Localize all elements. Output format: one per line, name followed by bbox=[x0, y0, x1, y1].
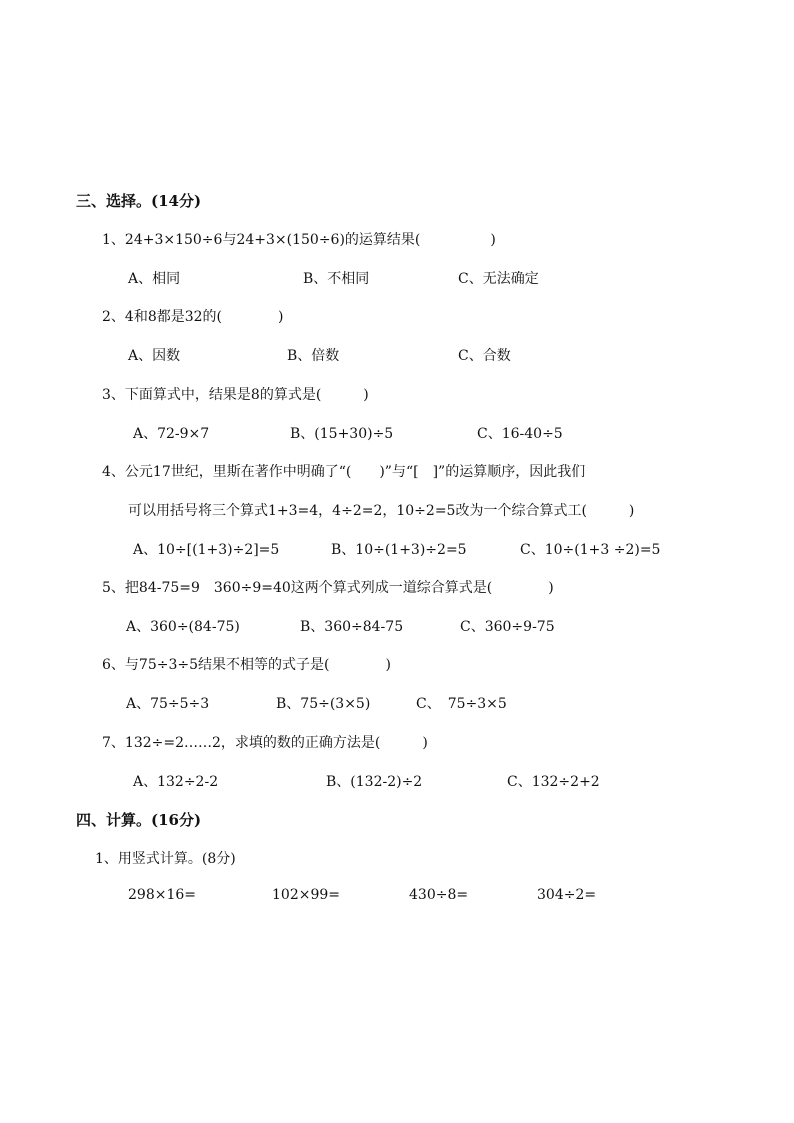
option-c: C、132÷2+2 bbox=[507, 774, 600, 790]
question-stem: 1、24+3×150÷6与24+3×(150÷6)的运算结果( ) bbox=[102, 232, 496, 248]
section-3-title: 三、选择。(14分) bbox=[76, 192, 202, 210]
option-a: A、72-9×7 bbox=[133, 426, 210, 442]
option-b: B、10÷(1+3)÷2=5 bbox=[331, 542, 467, 558]
option-a: A、75÷5÷3 bbox=[126, 696, 210, 712]
option-a: A、360÷(84-75) bbox=[126, 619, 240, 635]
option-c: C、 75÷3×5 bbox=[416, 696, 507, 712]
option-a: A、132÷2-2 bbox=[133, 774, 219, 790]
option-c: C、合数 bbox=[458, 348, 511, 364]
question-stem-continued: 可以用括号将三个算式1+3=4，4÷2=2，10÷2=5改为一个综合算式工( ) bbox=[128, 503, 635, 519]
section-4-subtitle: 1、用竖式计算。(8分) bbox=[95, 851, 236, 867]
option-b: B、75÷(3×5) bbox=[276, 696, 371, 712]
question-stem: 5、把84-75=9 360÷9=40这两个算式列成一道综合算式是( ) bbox=[102, 580, 554, 596]
question-stem: 2、4和8都是32的( ) bbox=[102, 309, 284, 325]
question-stem: 4、公元17世纪，里斯在著作中明确了“( )”与“[ ]”的运算顺序，因此我们 bbox=[102, 464, 586, 480]
option-c: C、360÷9-75 bbox=[460, 619, 555, 635]
option-a: A、相同 bbox=[128, 271, 181, 287]
calc-item-4: 304÷2= bbox=[537, 887, 597, 903]
question-stem: 6、与75÷3÷5结果不相等的式子是( ) bbox=[102, 657, 391, 673]
option-a: A、10÷[(1+3)÷2]=5 bbox=[133, 542, 280, 558]
question-stem: 3、下面算式中，结果是8的算式是( ) bbox=[102, 387, 369, 403]
section-4-title: 四、计算。(16分) bbox=[76, 811, 202, 829]
option-b: B、不相同 bbox=[303, 271, 370, 287]
option-c: C、无法确定 bbox=[458, 271, 539, 287]
calc-item-2: 102×99= bbox=[272, 887, 340, 903]
option-c: C、10÷(1+3 ÷2)=5 bbox=[520, 542, 661, 558]
calc-item-1: 298×16= bbox=[128, 887, 196, 903]
option-b: B、(132-2)÷2 bbox=[326, 774, 423, 790]
calc-item-3: 430÷8= bbox=[409, 887, 469, 903]
option-b: B、倍数 bbox=[287, 348, 340, 364]
option-b: B、(15+30)÷5 bbox=[290, 426, 394, 442]
option-a: A、因数 bbox=[128, 348, 181, 364]
option-b: B、360÷84-75 bbox=[300, 619, 404, 635]
question-stem: 7、132÷=2……2，求填的数的正确方法是( ) bbox=[102, 735, 428, 751]
option-c: C、16-40÷5 bbox=[477, 426, 563, 442]
